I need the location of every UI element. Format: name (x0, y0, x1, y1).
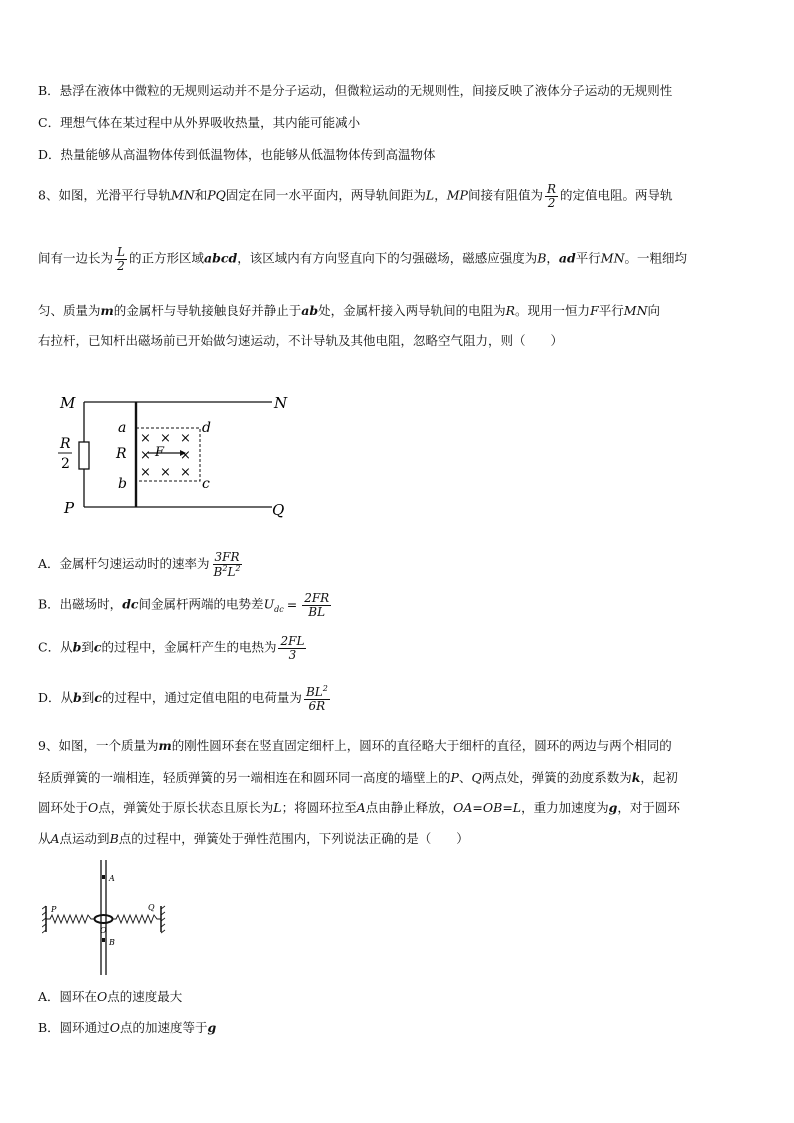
label-q: Q (272, 501, 285, 519)
label-rod-r: R (116, 446, 127, 462)
label-d: d (202, 420, 211, 436)
cross: × (180, 431, 191, 446)
label-a: A (109, 874, 115, 883)
fraction-heat: $\frac{2FL}{3}$ (280, 634, 305, 662)
option-d-prev: D．热量能够从高温物体传到低温物体，也能够从低温物体传到高温物体 (38, 147, 436, 162)
cross: × (140, 431, 151, 446)
fraction-charge: $\frac{BL^2}{6R}$ (305, 684, 328, 713)
label-b: B (109, 938, 115, 947)
q8-line-3: 匀、质量为m的金属杆与导轨接触良好并静止于ab处，金属杆接入两导轨间的电阻为R。现用一恒力F平行MN向 (38, 303, 661, 318)
field-crosses (140, 431, 191, 480)
q8-circuit-figure (52, 392, 297, 522)
fraction-r-over-2: $\frac{R}{2}$ (546, 182, 557, 210)
q9-spring-figure (42, 860, 172, 978)
label-a: a (118, 420, 127, 436)
label-p: P (51, 905, 57, 914)
fraction-l-over-2: $\frac{L}{2}$ (117, 245, 125, 273)
resistor-label-num: R (60, 436, 71, 452)
q9-line-1: 9、如图，一个质量为m的刚性圆环套在竖直固定细杆上，圆环的直径略大于细杆的直径，圆环的两边与两个相同的 (38, 738, 672, 753)
q8-option-d: D．从b到c的过程中，通过定值电阻的电荷量为 $\frac{BL^2}{6R}$ (38, 684, 328, 713)
q9-option-a: A．圆环在O点的速度最大 (38, 989, 183, 1004)
spring-left (46, 915, 95, 923)
q9-line-3: 圆环处于O点，弹簧处于原长状态且原长为L；将圆环拉至A点由静止释放，OA=OB=L，重力加速度为g，对于圆环 (38, 800, 680, 815)
label-b: b (118, 476, 127, 492)
label-p: P (64, 499, 75, 517)
ring (95, 915, 113, 923)
q8-option-a: A．金属杆匀速运动时的速率为 $\frac{3FR}{B^2L^2}$ (38, 550, 241, 579)
q8-line-1: 8、如图，光滑平行导轨MN和PQ固定在同一水平面内，两导轨间距为L，MP间接有阻值为 $\frac{R}{2}$ 的定值电阻。两导轨 (38, 182, 673, 210)
label-o: O (100, 926, 107, 935)
cross: × (180, 448, 191, 463)
mark-b (102, 938, 105, 942)
q9-option-b: B．圆环通过O点的加速度等于g (38, 1020, 217, 1035)
label-f: F (155, 445, 165, 460)
label-n: N (274, 394, 288, 412)
q9-line-2: 轻质弹簧的一端相连，轻质弹簧的另一端相连在和圆环同一高度的墙壁上的P、Q两点处，弹簧的劲度系数为k，起初 (38, 770, 678, 785)
cross: × (160, 431, 171, 446)
mark-a (102, 875, 105, 879)
q8-option-c: C．从b到c的过程中，金属杆产生的电热为 $\frac{2FL}{3}$ (38, 634, 305, 662)
cross: × (180, 465, 191, 480)
q8-line-2: 间有一边长为 $\frac{L}{2}$ 的正方形区域abcd，该区域内有方向竖直向下的匀强磁场，磁感应强度为B，ad平行MN。一粗细均 (38, 245, 688, 273)
label-m: M (60, 394, 76, 412)
option-c-prev: C．理想气体在某过程中从外界吸收热量，其内能可能减小 (38, 115, 361, 130)
resistor-label-den: 2 (61, 456, 70, 472)
q8-line-4: 右拉杆，已知杆出磁场前已开始做匀速运动，不计导轨及其他电阻，忽略空气阻力，则（ ） (38, 333, 564, 348)
fraction-voltage: $\frac{2FR}{BL}$ (304, 591, 330, 619)
q9-line-4: 从A点运动到B点的过程中，弹簧处于弹性范围内，下列说法正确的是（ ） (38, 831, 469, 846)
resistor (79, 442, 89, 469)
cross: × (140, 465, 151, 480)
q8-option-b: B．出磁场时，dc间金属杆两端的电势差$U_{dc}$ = $\frac{2FR}{BL}$ (38, 591, 330, 619)
cross: × (160, 465, 171, 480)
option-b-prev: B．悬浮在液体中微粒的无规则运动并不是分子运动，但微粒运动的无规则性，间接反映了液体分子运动的无规则性 (38, 83, 673, 98)
label-c: c (202, 476, 210, 492)
spring-right (112, 915, 161, 923)
cross: × (140, 448, 151, 463)
label-q: Q (148, 903, 155, 912)
fraction-speed: $\frac{3FR}{B^2L^2}$ (213, 550, 241, 579)
